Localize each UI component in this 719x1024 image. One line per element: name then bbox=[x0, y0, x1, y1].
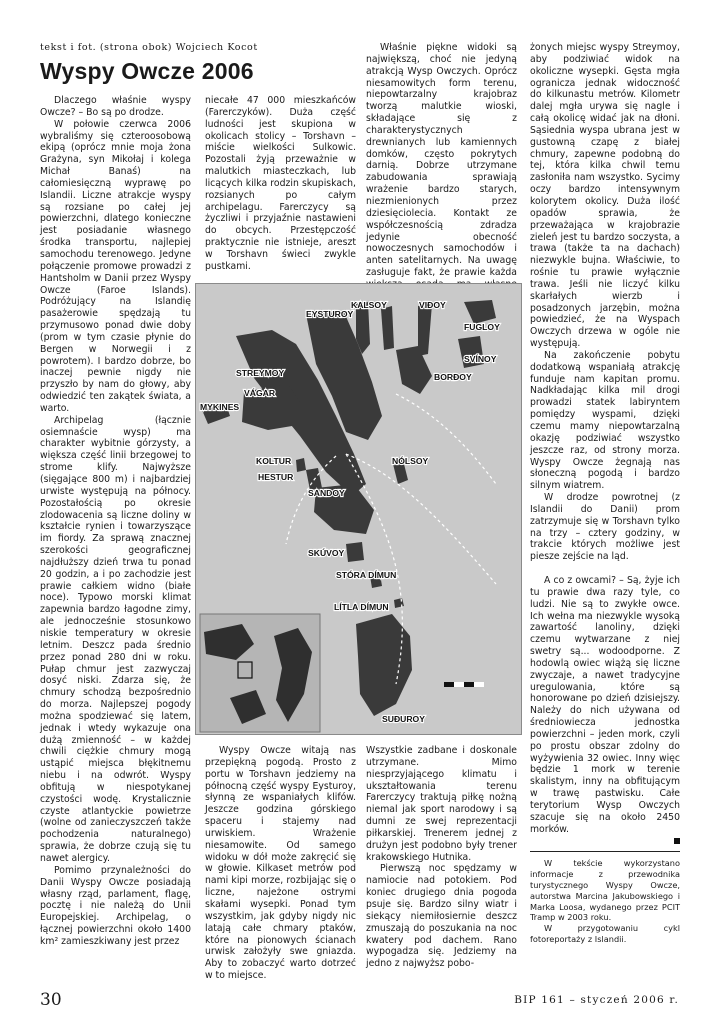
map-label-suduroy: SUÐUROY bbox=[382, 714, 425, 724]
paragraph: niecałe 47 000 mieszkańców (Farerczyków). Duża część ludności jest skupiona w okolicach stolicy – Torshavn – miście wielkości Sulkowic. Pozostali żyją przeważnie w malutkich miasteczkach, lub licących kilka rodzin skupiskach, rozsianych po całym archipelagu. Farerczycy są życzliwi i przyjaźnie nastawieni do obcych. Przestępczość praktycznie nie istnieje, areszt w Torshavn świeci zwykle pustkami. bbox=[205, 95, 356, 272]
island-litla-dimun bbox=[394, 598, 404, 608]
map-label-koltur: KOLTUR bbox=[256, 456, 292, 466]
map-label-stora-dimun: STÓRA DÍMUN bbox=[336, 570, 397, 580]
map-label-vagar: VÁGAR bbox=[244, 388, 276, 398]
paragraph: W drodze powrotnej (z Islandii do Danii) prom zatrzymuje się w Torshavn tylko na trzy – cztery godziny, w trakcie których możliwe jest piesze zejście na ląd. bbox=[530, 492, 680, 563]
map-label-skuvoy: SKÚVOY bbox=[308, 548, 345, 558]
map-label-sandoy: SANDOY bbox=[308, 488, 345, 498]
text-column-3-bottom bbox=[366, 745, 517, 970]
author-credit: tekst i fot. (strona obok) Wojciech Kocot bbox=[40, 42, 258, 53]
text-column-3-top bbox=[366, 42, 517, 303]
text-column-2-top bbox=[205, 95, 356, 273]
paragraph: Pomimo przynależności do Danii Wyspy Owcze posiadają własny rząd, parlament, flagę, pocztę i nie należą do Unii Europejskiej. Archipelag, o łącznej powierzchni około 1400 km² zamieszkiwany jest przez bbox=[40, 864, 191, 947]
island-suduroy bbox=[356, 614, 412, 716]
map-label-streymoy: STREYMOY bbox=[236, 368, 285, 378]
island-koltur bbox=[296, 458, 306, 472]
paragraph: żonych miejsc wyspy Streymoy, aby podziwiać widok na okoliczne wysepki. Gęsta mgła ogranicza jednak widoczność do kilkunastu metrów. Kilometr dalej mgła urywa się nagle i całą okolicę widać jak na dłoni. Sąsiednia wyspa ubrana jest w gustowną czapę z białej chmury, zapewne podobną do tej, która kilka chwil temu zasłoniła nam wszystko. Sycimy oczy bardzo intensywnym kolorytem okolicy. Duża ilość opadów sprawia, że przeważająca w krajobrazie zieleń jest tu bardzo soczysta, a trawa (także ta na dachach) niezwykle bujna. Właściwie, to rośnie tu prawie wyłącznie trawa. Jeśli nie liczyć kilku skarłałych wierzb i posadzonych jarzębin, można powiedzieć, że na Wyspach Owczych drzewa w ogóle nie występują. bbox=[530, 42, 680, 350]
map-graphic bbox=[196, 284, 521, 734]
map-label-vidoy: VIÐOY bbox=[419, 300, 446, 310]
paragraph: Na zakończenie pobytu dodatkową wspaniałą atrakcję funduje nam kapitan promu. Nadkładając kilka mil drogi prowadzi statek labiryntem pomiędzy wyspami, dzięki czemu mamy niepowtarzalną okazję podziwiać wszystko jeszcze raz, od strony morza. Wyspy Owcze żegnają nas słoneczną pogodą i bardzo silnym wiatrem. bbox=[530, 349, 680, 492]
paragraph: Właśnie piękne widoki są największą, choć nie jedyną atrakcją Wysp Owczych. Oprócz niesamowitych form terenu, niepowtarzalny krajobraz tworzą malutkie wioski, składające się z charakterystycznych drewnianych lub kamiennych domków, często pokrytych darnią. Dobrze utrzymane zabudowania sprawiają wrażenie bardzo starych, niezmienionych przez dziesięciolecia. Kontakt ze współczesnością zdradza jedynie obecność nowoczesnych samochodów i anten satelitarnych. Na uwagę zasługuje fakt, że prawie każda bbox=[366, 42, 517, 279]
island-kunoy bbox=[381, 306, 394, 350]
paragraph: A co z owcami? – Są, żyje ich tu prawie dwa razy tyle, co ludzi. Nie są to zwykłe owce. Ich wełna ma niezwykle wysoką zawartość lanoliny, dzięki czemu wytwarzane z niej swetry są... wodoodporne. Z hodowlą owiec wiążą się liczne zwyczaje, a nawet tradycyjne uregulowania, które są honorowane po dzień dzisiejszy. Należy do nich używana od średniowiecza jednostka powierzchni – jeden mork, czyli po prostu obszar zdolny do wyżywienia 32 owiec. Inny więc będzie 1 mork w terenie skalistym, inny na obfitującym w trawę pastwisku. Całe terytorium Wysp Owczych szacuje się na około 2450 morków. bbox=[530, 574, 680, 835]
text-column-1 bbox=[40, 95, 191, 948]
paragraph: W połowie czerwca 2006 wybraliśmy się czteroosobową ekipą (oprócz mnie moja żona Grażyna, syn Mikołaj i kolega Michał Banaś) na całomiesięczną wyprawę po Islandii. Liczne atrakcje wyspy są rozsiane po całej jej powierzchni, dlatego konieczne jest posiadanie własnego środka transportu, najlepiej samochodu terenowego. Jedyne połączenie promowe prowadzi z Hantsholm w Danii przez Wyspy Owcze (Faroe Islands). Podróżujący na Islandię pasażerowie spędzają tu przymusowo ponad dwie doby (prom w tym czasie płynie do Bergen w Norwegii i z powrotem). I bardzo dobrze, bo inaczej pewnie nigdy nie przyszło by nam do głowy, aby odwiedzić ten zakątek świata, a warto. bbox=[40, 118, 191, 414]
paragraph: Dlaczego właśnie wyspy Owcze? – Bo są po drodze. bbox=[40, 95, 191, 118]
paragraph: Wszystkie zadbane i doskonale utrzymane. Mimo niesprzyjającego klimatu i ukształtowania terenu Farerczycy traktują piłkę nożną niemal jak sport narodowy i są dumni ze swej reprezentacji piłkarskiej. Trenerem jednej z drużyn jest podobno były trener krakowskiego Hutnika. bbox=[366, 745, 517, 863]
island-skuvoy bbox=[346, 542, 364, 562]
map-label-bordoy: BORÐOY bbox=[434, 372, 472, 382]
map-label-fugloy: FUGLOY bbox=[464, 322, 500, 332]
page-number: 30 bbox=[40, 990, 62, 1010]
island-vidoy bbox=[418, 304, 432, 356]
locator-inset bbox=[200, 614, 320, 732]
map-label-hestur: HESTUR bbox=[258, 472, 294, 482]
map-label-svinoy: SVÍNOY bbox=[464, 354, 497, 364]
paragraph: Wyspy Owcze witają nas przepiękną pogodą. Prosto z portu w Torshavn jedziemy na północną część wyspy Eysturoy, słynną ze wspaniałych klifów. Jeszcze godzina górskiego spaceru i stajemy nad urwiskiem. Wrażenie niesamowite. Od samego widoku w dół może zakręcić się w głowie. Kilkaset metrów pod nami kipi morze, rozbijając się o liczne, najeżone ostrymi skałami wysepki. Ponad tym wszystkim, jak gdyby nigdy nic latają całe chmary ptaków, które na pionowych ścianach urwisk założyły swe gniazda. Aby to zobaczyć warto dotrzeć w to miejsce. bbox=[205, 745, 356, 982]
map-label-eysturoy: EYSTUROY bbox=[306, 309, 354, 319]
article-title: Wyspy Owcze 2006 bbox=[40, 58, 254, 84]
paragraph: Pierwszą noc spędzamy w namiocie nad potokiem. Pod koniec drugiego dnia pogoda psuje się. Bardzo silny wiatr i siekący niemiłosiernie deszcz zmuszają do poszukania na noc kwatery pod dachem. Rano wypogadza się. Jedziemy na jedno z najwyższ pobo- bbox=[366, 863, 517, 970]
island-fugloy bbox=[464, 300, 496, 324]
paragraph: Archipelag (łącznie osiemnaście wysp) ma charakter wybitnie górzysty, a większa część linii brzegowej to strome klify. Najwyższe (sięgające 800 m) i najbardziej urwiste występują na północy. Pozostałością po okresie zlodowacenia są liczne doliny w kształcie rynien i towarzyszące im fiordy. Za sprawą znacznej szerokości geograficznej najdłuższy dzień trwa tu ponad 20 godzin, a i po zachodzie jest prawie całkiem widno (białe noce). Typowo morski klimat zapewnia bardzo łagodne zimy, ale jednocześnie stosunkowo niskie temperatury w okresie letnim. Deszcz pada średnio przez ponad 280 dni w roku. Pułap chmur jest zazwyczaj dosyć niski. Zdarza się, że chmury schodzą bezpośrednio do morza. Najlepszej pogody można spodziewać się latem, jednak i wtedy wykazuje ona dużą zmienność – w każdej chwili ciężkie chmury mogą ustąpić miejsca błękitnemu niebu i na odwrót. Wyspy obfitują w niespotykanej czystości wodę. Krystalicznie czyste atlantyckie powietrze (wolne od zanieczyszczeń także pochodzenia naturalnego) sprawia, że dobrze czują się tu nawet alergicy. bbox=[40, 414, 191, 864]
issue-footer: BIP 161 – styczeń 2006 r. bbox=[514, 994, 679, 1006]
series-note: W przygotowaniu cykl fotoreportaży z Islandii. bbox=[530, 923, 680, 944]
sources-note: W tekście wykorzystano informacje z przewodnika turystycznego Wyspy Owcze, autorstwa Marcina Jakubowskiego i Marka Loosa, wydanego przez PCIT Tramp w 2003 roku. bbox=[530, 851, 680, 923]
end-of-article-mark bbox=[530, 836, 680, 848]
map-label-kalsoy: KALSOY bbox=[351, 300, 387, 310]
scale-bar bbox=[444, 682, 484, 687]
faroe-islands-map bbox=[195, 283, 522, 735]
map-label-litla-dimun: LÍTLA DÍMUN bbox=[334, 602, 389, 612]
map-label-nolsoy: NÓLSOY bbox=[392, 456, 429, 466]
map-label-mykines: MYKINES bbox=[200, 402, 240, 412]
text-column-2-bottom bbox=[205, 745, 356, 982]
text-column-4 bbox=[530, 42, 680, 945]
